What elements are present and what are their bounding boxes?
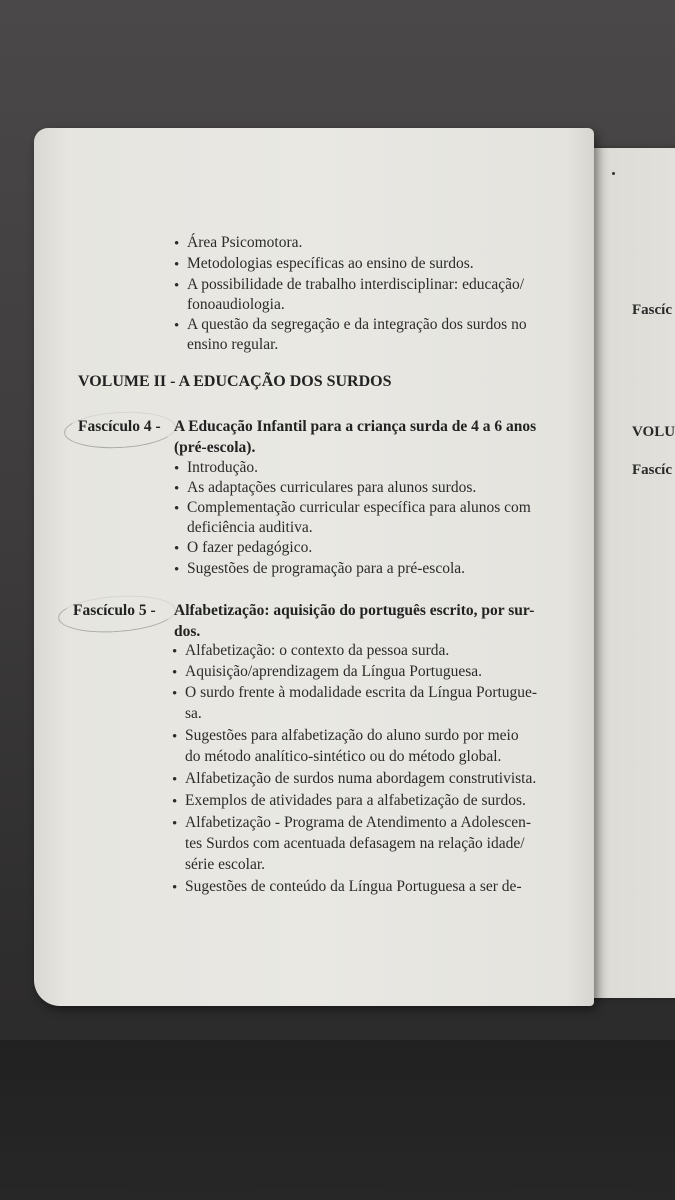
next-page-fragment-2: VOLU — [632, 424, 675, 440]
list-item-continuation: fonoaudiologia. — [187, 296, 285, 313]
list-item: O surdo frente à modalidade escrita da Língua Portugue- — [185, 684, 538, 701]
bullet: • — [174, 461, 180, 477]
bullet: • — [174, 501, 180, 517]
bullet: • — [172, 794, 178, 810]
bullet: • — [174, 481, 180, 497]
volume-heading: VOLUME II - A EDUCAÇÃO DOS SURDOS — [78, 373, 392, 390]
list-item-continuation: deficiência auditiva. — [187, 519, 313, 536]
fasciculo-4-title: A Educação Infantil para a criança surda de 4 a 6 anos — [174, 418, 537, 435]
desk-surface — [0, 1040, 675, 1200]
list-item-continuation: série escolar. — [185, 856, 266, 873]
bullet: • — [172, 644, 178, 660]
bullet: • — [174, 562, 180, 578]
list-item: Exemplos de atividades para a alfabetização de surdos. — [185, 792, 526, 809]
bullet: • — [174, 318, 180, 334]
next-page-fragment-3: Fascíc — [632, 462, 672, 478]
list-item-continuation: ensino regular. — [187, 336, 279, 353]
fasciculo-4-label: Fascículo 4 - — [78, 418, 161, 435]
list-item-continuation: do método analítico-sintético ou do método global. — [185, 748, 502, 765]
bullet: • — [172, 880, 178, 896]
list-item: Aquisição/aprendizagem da Língua Portuguesa. — [185, 663, 482, 680]
list-item: Complementação curricular específica para alunos com — [187, 499, 531, 516]
next-page — [590, 148, 675, 998]
bullet: • — [172, 686, 178, 702]
list-item: Alfabetização - Programa de Atendimento a Adolescen- — [185, 814, 532, 831]
list-item-continuation: sa. — [185, 705, 202, 722]
bullet: • — [172, 729, 178, 745]
bullet: • — [174, 541, 180, 557]
bullet: • — [174, 236, 180, 252]
bullet: • — [174, 278, 180, 294]
list-item: Alfabetização: o contexto da pessoa surda. — [185, 642, 450, 659]
bullet: • — [172, 772, 178, 788]
next-page-fragment-1: Fascíc — [632, 302, 672, 318]
list-item: A possibilidade de trabalho interdisciplinar: educação/ — [187, 276, 525, 293]
list-item: Introdução. — [187, 459, 259, 476]
bullet: • — [174, 257, 180, 273]
fasciculo-5-title: Alfabetização: aquisição do português escrito, por sur- — [174, 602, 535, 619]
list-item-continuation: tes Surdos com acentuada defasagem na relação idade/ — [185, 835, 525, 852]
list-item: Área Psicomotora. — [187, 234, 303, 251]
list-item: Sugestões para alfabetização do aluno surdo por meio — [185, 727, 519, 744]
list-item: Sugestões de programação para a pré-escola. — [187, 560, 466, 577]
fasciculo-4-title-continuation: (pré-escola). — [174, 439, 256, 456]
list-item: Sugestões de conteúdo da Língua Portuguesa a ser de- — [185, 878, 522, 895]
list-item: As adaptações curriculares para alunos surdos. — [187, 479, 477, 496]
list-item: O fazer pedagógico. — [187, 539, 313, 556]
fasciculo-5-label: Fascículo 5 - — [73, 602, 156, 619]
bullet: • — [172, 665, 178, 681]
list-item: Alfabetização de surdos numa abordagem construtivista. — [185, 770, 537, 787]
page-speck — [612, 172, 615, 175]
list-item: Metodologias específicas ao ensino de surdos. — [187, 255, 474, 272]
list-item: A questão da segregação e da integração dos surdos no — [187, 316, 527, 333]
bullet: • — [172, 816, 178, 832]
fasciculo-5-title-continuation: dos. — [174, 623, 201, 640]
